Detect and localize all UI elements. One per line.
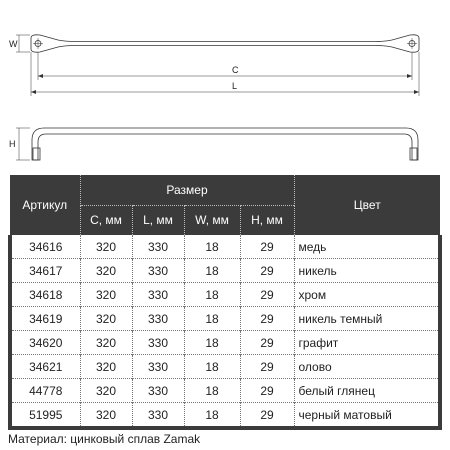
cell-h: 29 — [240, 355, 294, 379]
c-label: C — [232, 65, 239, 75]
cell-article: 34616 — [29, 239, 63, 254]
cell-w: 18 — [184, 259, 240, 283]
header-c: C, мм — [80, 205, 132, 235]
h-label: H — [9, 139, 16, 149]
cell-l: 330 — [132, 331, 184, 355]
left-foot — [33, 148, 40, 160]
cell-color: хром — [294, 283, 440, 307]
cell-l: 330 — [132, 283, 184, 307]
header-color: Цвет — [294, 175, 440, 235]
cell-c: 320 — [80, 379, 132, 403]
cell-h: 29 — [240, 307, 294, 331]
cell-article: 34621 — [10, 355, 80, 379]
handle-side-view — [32, 128, 418, 160]
w-label: W — [9, 39, 18, 49]
cell-l: 330 — [132, 403, 184, 429]
cell-c: 320 — [80, 331, 132, 355]
spec-table-body — [10, 235, 440, 428]
cell-l: 330 — [132, 355, 184, 379]
table-row — [10, 259, 440, 283]
cell-l: 330 — [132, 307, 184, 331]
cell-article: 34618 — [10, 283, 80, 307]
cell-article: 34619 — [10, 307, 80, 331]
cell-h: 29 — [240, 259, 294, 283]
header-article: Артикул — [10, 175, 80, 235]
cell-w: 18 — [184, 355, 240, 379]
cell-h: 29 — [240, 283, 294, 307]
cell-c: 320 — [80, 307, 132, 331]
cell-w: 18 — [184, 331, 240, 355]
cell-article: 44778 — [10, 379, 80, 403]
table-row — [10, 283, 440, 307]
cell-w: 18 — [184, 235, 240, 259]
cell-l: 330 — [132, 235, 184, 259]
cell-color: черный матовый — [294, 403, 440, 429]
cell-w: 18 — [184, 283, 240, 307]
handle-technical-drawing — [0, 0, 450, 170]
cell-color: белый глянец — [294, 379, 440, 403]
table-row — [10, 235, 440, 259]
header-l: L, мм — [132, 205, 184, 235]
cell-color: никель темный — [294, 307, 440, 331]
right-foot — [410, 148, 417, 160]
cell-c: 320 — [80, 235, 132, 259]
cell-h: 29 — [240, 379, 294, 403]
cell-w: 18 — [184, 379, 240, 403]
cell-w: 18 — [184, 307, 240, 331]
cell-c: 320 — [80, 403, 132, 429]
cell-article: 51995 — [10, 403, 80, 429]
header-size-group: Размер — [80, 175, 294, 205]
cell-color: никель — [294, 259, 440, 283]
table-row — [10, 355, 440, 379]
table-row — [10, 403, 440, 429]
cell-c: 320 — [80, 259, 132, 283]
cell-c: 320 — [80, 283, 132, 307]
table-row — [10, 331, 440, 355]
cell-h: 29 — [240, 331, 294, 355]
cell-l: 330 — [132, 379, 184, 403]
header-h: H, мм — [240, 205, 294, 235]
cell-color: олово — [294, 355, 440, 379]
cell-color: медь — [294, 235, 440, 259]
l-label: L — [232, 81, 238, 91]
cell-w: 18 — [184, 403, 240, 429]
cell-article: 34617 — [10, 259, 80, 283]
cell-c: 320 — [80, 355, 132, 379]
header-w: W, мм — [184, 205, 240, 235]
spec-table — [8, 175, 442, 430]
table-row — [10, 379, 440, 403]
handle-top-view — [31, 35, 419, 52]
table-row — [10, 307, 440, 331]
cell-h: 29 — [240, 235, 294, 259]
material-note: Материал: цинковый сплав Zamak — [8, 432, 201, 446]
cell-h: 29 — [240, 403, 294, 429]
cell-l: 330 — [132, 259, 184, 283]
cell-article: 34620 — [10, 331, 80, 355]
cell-color: графит — [294, 331, 440, 355]
